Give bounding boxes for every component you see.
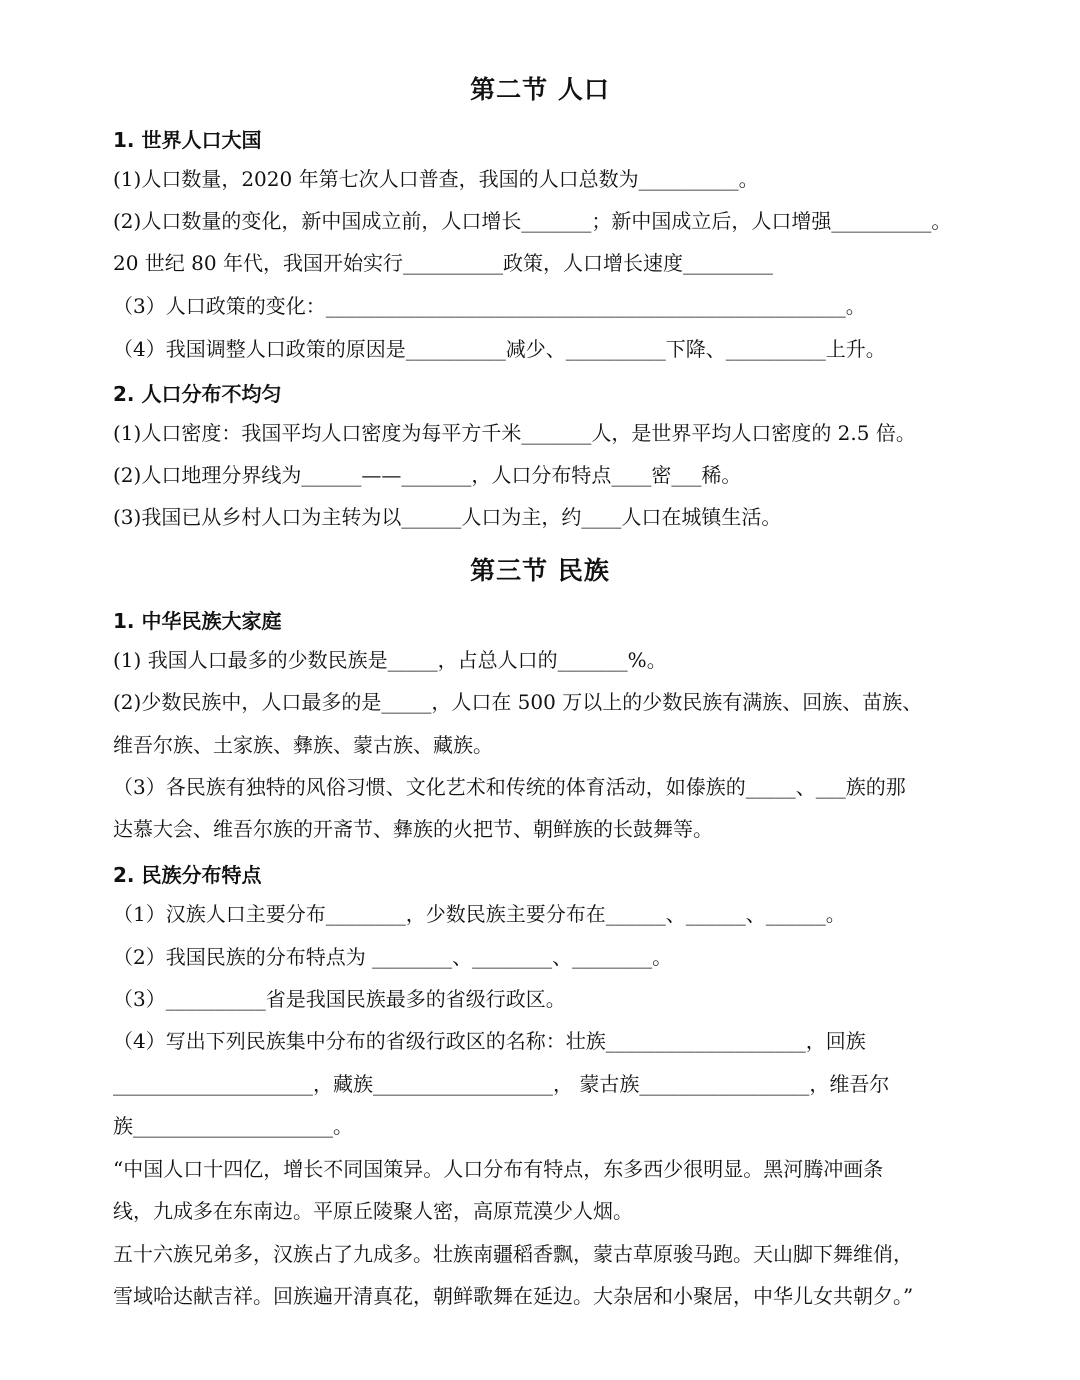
question-policy-reason: （4）我国调整人口政策的原因是__________减少、__________下降、__________上升。 [113, 337, 886, 361]
question-population-change: (2)人口数量的变化，新中国成立前，人口增长_______；新中国成立后，人口增强__________。 [113, 209, 952, 233]
question-distribution-feature: （2）我国民族的分布特点为 ________、________、________。 [113, 945, 673, 969]
question-population-count: (1)人口数量，2020 年第七次人口普查，我国的人口总数为__________。 [113, 167, 759, 191]
heading-population-power: 1. 世界人口大国 [113, 128, 262, 152]
question-urban-rural: (3)我国已从乡村人口为主转为以______人口为主，约____人口在城镇生活。 [113, 505, 782, 529]
poem-line-3: 五十六族兄弟多，汉族占了九成多。壮族南疆稻香飘，蒙古草原骏马跑。天山脚下舞维俏， [113, 1242, 913, 1266]
question-provinces-cont: ____________________，藏族__________________， 蒙古族_________________，维吾尔 [113, 1072, 890, 1096]
question-policy-change: （3）人口政策的变化：____________________________________________________。 [113, 294, 866, 318]
question-minorities: (2)少数民族中，人口最多的是_____，人口在 500 万以上的少数民族有满族、回族、苗族、 [113, 690, 923, 714]
heading-uneven-distribution: 2. 人口分布不均匀 [113, 382, 282, 406]
heading-distribution-features: 2. 民族分布特点 [113, 863, 262, 887]
section-title-population: 第二节 人口 [470, 75, 610, 104]
question-customs-cont: 达慕大会、维吾尔族的开斋节、彝族的火把节、朝鲜族的长鼓舞等。 [113, 817, 713, 841]
question-provinces-end: 族____________________。 [113, 1114, 353, 1138]
poem-line-1: “中国人口十四亿，增长不同国策异。人口分布有特点，东多西少很明显。黑河腾冲画条 [113, 1157, 884, 1181]
heading-family: 1. 中华民族大家庭 [113, 609, 282, 633]
poem-line-2: 线，九成多在东南边。平原丘陵聚人密，高原荒漠少人烟。 [113, 1199, 633, 1223]
section-title-ethnic: 第三节 民族 [470, 556, 610, 585]
question-population-change-cont: 20 世纪 80 年代，我国开始实行__________政策，人口增长速度_________ [113, 251, 773, 275]
question-largest-minority: (1) 我国人口最多的少数民族是_____，占总人口的_______%。 [113, 648, 667, 672]
question-boundary-line: (2)人口地理分界线为______——_______，人口分布特点____密___稀。 [113, 463, 742, 487]
question-customs: （3）各民族有独特的风俗习惯、文化艺术和传统的体育活动，如傣族的_____、___族的那 [113, 775, 906, 799]
question-density: (1)人口密度：我国平均人口密度为每平方千米_______人，是世界平均人口密度的 2.5 倍。 [113, 421, 916, 445]
poem-line-4: 雪域哈达献吉祥。回族遍开清真花，朝鲜歌舞在延边。大杂居和小聚居，中华儿女共朝夕。” [113, 1284, 914, 1308]
question-provinces: （4）写出下列民族集中分布的省级行政区的名称：壮族____________________，回族 [113, 1029, 866, 1053]
question-minorities-cont: 维吾尔族、土家族、彝族、蒙古族、藏族。 [113, 733, 493, 757]
question-han-distribution: （1）汉族人口主要分布________，少数民族主要分布在______、______、______。 [113, 902, 846, 926]
question-most-ethnic-province: （3）__________省是我国民族最多的省级行政区。 [113, 987, 566, 1011]
